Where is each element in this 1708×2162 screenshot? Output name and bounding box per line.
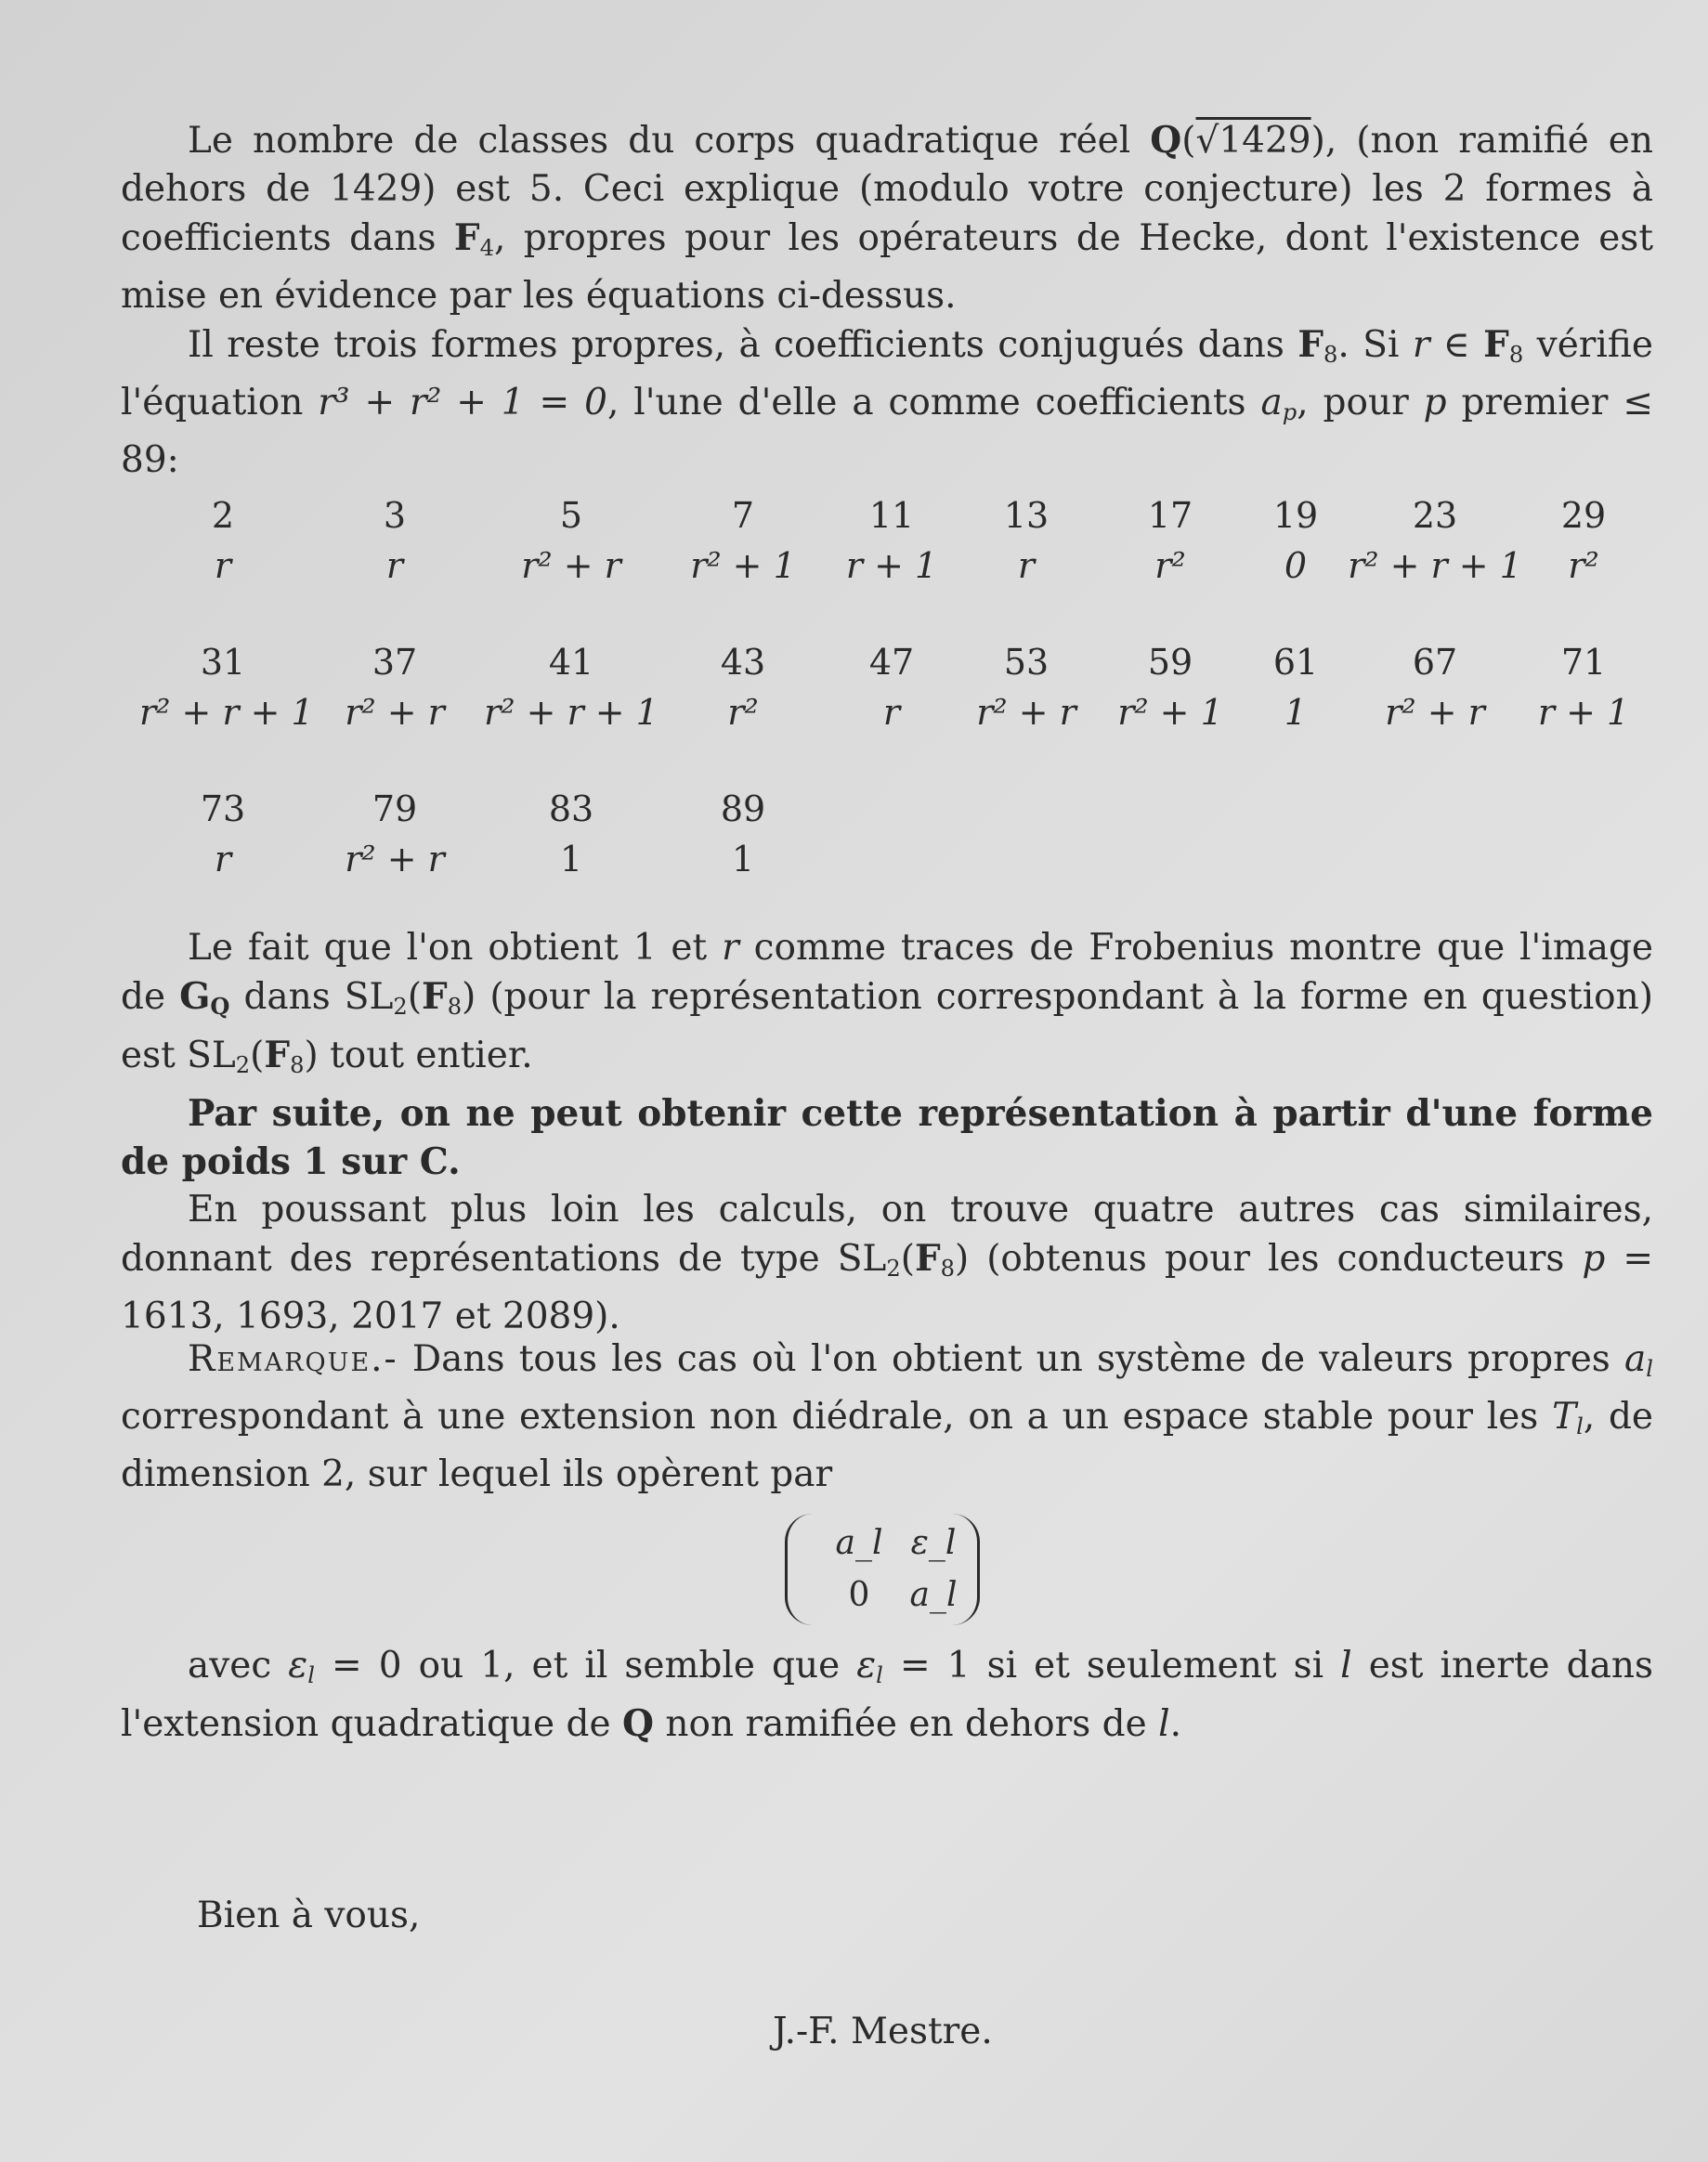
text: . — [1169, 1703, 1182, 1746]
math-G: G — [179, 975, 211, 1018]
subscript: 2 — [235, 1052, 251, 1079]
prime-row — [139, 490, 1644, 540]
prime-cell: 47 — [868, 642, 915, 683]
table-rowgroup-3 — [139, 784, 1644, 884]
paragraph-remarque — [121, 1335, 1653, 1499]
prime-cell: 59 — [1147, 642, 1193, 683]
coeff-cell: r — [214, 545, 232, 586]
coeff-cell: r² — [1568, 545, 1599, 586]
coeff-cell: r — [882, 692, 901, 733]
remark-label: Remarque.- — [188, 1338, 398, 1380]
prime-cell: 43 — [720, 642, 766, 683]
prime-cell: 29 — [1560, 495, 1607, 536]
coeff-row — [139, 834, 1644, 884]
signature: J.-F. Mestre. — [773, 2011, 993, 2052]
math-F: F — [422, 975, 448, 1018]
coeff-cell: r² + r + 1 — [139, 692, 314, 733]
subscript: 2 — [393, 994, 408, 1021]
prime-cell: 19 — [1272, 495, 1319, 536]
subscript: 4 — [479, 235, 494, 262]
prime-cell: 83 — [548, 788, 594, 829]
coeff-cell: r + 1 — [845, 545, 938, 586]
math-l: l — [1158, 1703, 1170, 1746]
math-sqrt: √1429 — [1195, 120, 1311, 162]
text: Il reste trois formes propres, à coefficients conjugués dans — [188, 324, 1298, 367]
prime-cell: 67 — [1412, 642, 1458, 683]
coeff-cell: r² + 1 — [1117, 692, 1223, 733]
prime-cell: 89 — [720, 788, 766, 829]
coeff-cell: r² + r — [345, 692, 445, 733]
subscript: 2 — [886, 1256, 901, 1283]
text: comme traces de Frobenius montre que l'image de — [121, 927, 1653, 1018]
text: correspondant à une extension non diédrale, on a un espace stable pour les — [121, 1396, 1553, 1439]
text: avec — [188, 1645, 289, 1687]
coeff-cell: r + 1 — [1537, 692, 1630, 733]
text: En poussant plus loin les calculs, on trouve quatre autres cas similaires, donnant des représentations de type SL — [121, 1189, 1653, 1281]
prime-cell: 73 — [200, 788, 246, 829]
coeff-cell: r — [385, 545, 404, 586]
paragraph-frobenius — [121, 924, 1653, 1341]
prime-row — [139, 637, 1644, 687]
math-r: r — [722, 927, 739, 969]
math-a: a — [1624, 1338, 1647, 1380]
subscript: 8 — [447, 994, 463, 1021]
subscript: Q — [210, 993, 230, 1021]
text: dans SL — [229, 976, 394, 1018]
prime-cell: 3 — [383, 495, 407, 536]
matrix-entry: 0 — [848, 1576, 870, 1614]
text: = 1 si et seulement si — [882, 1645, 1341, 1687]
text: , (non ramifié en dehors de 1429) est 5. Ceci explique (modulo votre conjecture) les 2 formes à coefficients dans — [121, 120, 1653, 259]
math-epsilon: ε — [288, 1645, 308, 1687]
text: = 1613, 1693, 2017 et 2089). — [121, 1238, 1654, 1338]
table-rowgroup-2 — [139, 637, 1644, 737]
text: ) (obtenus pour les conducteurs — [955, 1238, 1583, 1281]
text: vérifie l'équation — [121, 324, 1653, 424]
subscript: l — [1646, 1356, 1653, 1383]
subscript: l — [307, 1662, 315, 1689]
coeff-cell: r² + r — [976, 692, 1076, 733]
text: est inerte dans l'extension quadratique de — [121, 1645, 1653, 1746]
text: Le nombre de classes du corps quadratique réel — [188, 120, 1151, 162]
statement-bold: Par suite, on ne peut obtenir cette représentation à partir d'une forme de poids 1 sur C. — [121, 1092, 1653, 1184]
subscript: 8 — [1323, 342, 1338, 369]
coeff-cell: r² + r — [1385, 692, 1485, 733]
text: , de dimension 2, sur lequel ils opèrent par — [121, 1396, 1653, 1496]
math-a: a — [1260, 382, 1283, 424]
math-F: F — [1297, 323, 1324, 367]
subscript: 8 — [1508, 342, 1524, 369]
math-F: F — [1483, 323, 1509, 367]
matrix-entry: a_l — [909, 1576, 958, 1614]
coeff-row — [139, 540, 1644, 591]
coeff-cell: r — [1017, 545, 1036, 586]
text: non ramifiée en dehors de — [653, 1703, 1159, 1746]
matrix-entries — [822, 1517, 971, 1622]
math-Q: Q — [1150, 119, 1182, 162]
paragraph-epsilon — [121, 1642, 1653, 1749]
subscript: l — [1576, 1413, 1584, 1440]
text: . Si — [1337, 324, 1413, 367]
math-epsilon: ε — [856, 1645, 877, 1687]
math-equation: r³ + r² + 1 = 0 — [318, 382, 607, 424]
text: ) (pour la représentation correspondant à la forme en question) est SL — [121, 976, 1653, 1077]
math-p: p — [1423, 382, 1447, 424]
coeff-cell: r² + r + 1 — [1348, 545, 1522, 586]
text: premier ≤ 89: — [121, 382, 1654, 482]
coeff-cell: r² + r — [521, 545, 621, 586]
prime-cell: 79 — [372, 788, 418, 829]
prime-cell: 2 — [211, 495, 235, 536]
prime-cell: 71 — [1560, 642, 1607, 683]
prime-cell: 17 — [1147, 495, 1193, 536]
coeff-cell: r² + r + 1 — [484, 692, 658, 733]
subscript: 8 — [940, 1256, 956, 1283]
coefficient-table — [139, 490, 1644, 931]
subscript: 8 — [290, 1052, 305, 1079]
prime-cell: 5 — [559, 495, 583, 536]
paragraph-class-number: Le nombre de classes du corps quadratique réel Q(√1429), (non ramifié en dehors de 1429) est 5. Ceci explique (modulo votre conjecture) les 2 formes à coefficients dans $F_4$, propres pour les opérateurs de Hecke, dont l'existence est mise en évidence par les équations ci-dessus. Il reste trois formes propres, à coefficients conjugués dans $F_8$. Si r ∈ $F_8$ vérifie l'équation r³ + r² + 1 = 0, l'une d'elle a comme coefficients $a_p$, pour p premier ≤ 89: — [121, 119, 1654, 482]
text: ∈ — [1429, 324, 1484, 367]
table-rowgroup-1 — [139, 490, 1644, 591]
coeff-cell: 1 — [731, 839, 755, 879]
right-paren — [951, 1514, 980, 1625]
coeff-cell: r² — [727, 692, 759, 733]
coeff-cell: r — [214, 839, 232, 879]
operator-matrix — [785, 1514, 980, 1625]
text: , propres pour les opérateurs de Hecke, dont l'existence est mise en évidence par les équations ci-dessus. — [121, 217, 1653, 318]
coeff-cell: 1 — [559, 839, 583, 879]
math-T: T — [1552, 1396, 1577, 1439]
math-r: r — [1412, 324, 1430, 367]
math-Q: Q — [621, 1702, 654, 1746]
text: ) tout entier. — [304, 1035, 533, 1077]
prime-cell: 53 — [1003, 642, 1050, 683]
text: = 0 ou 1, et il semble que — [314, 1645, 857, 1687]
text: ( — [250, 1035, 265, 1077]
math-p: p — [1582, 1238, 1606, 1281]
closing-salutation: Bien à vous, — [197, 1895, 421, 1936]
left-paren — [785, 1514, 814, 1625]
math-F: F — [264, 1034, 291, 1077]
coeff-row — [139, 687, 1644, 737]
text: Le fait que l'on obtient 1 et — [188, 927, 723, 969]
coeff-cell: 0 — [1284, 545, 1308, 586]
matrix-entry: ε_l — [910, 1524, 957, 1562]
prime-cell: 11 — [868, 495, 915, 536]
text: , pour — [1297, 382, 1424, 424]
text: ( — [407, 976, 423, 1018]
prime-row — [139, 784, 1644, 834]
prime-cell: 31 — [200, 642, 246, 683]
math-F: F — [453, 216, 480, 259]
prime-cell: 41 — [548, 642, 594, 683]
text: ( — [900, 1238, 915, 1281]
coeff-cell: 1 — [1284, 692, 1308, 733]
math-F: F — [914, 1237, 941, 1281]
prime-cell: 7 — [731, 495, 755, 536]
subscript: l — [876, 1662, 883, 1689]
prime-cell: 23 — [1412, 495, 1458, 536]
prime-cell: 13 — [1003, 495, 1050, 536]
text: Dans tous les cas où l'on obtient un système de valeurs propres — [398, 1338, 1624, 1380]
prime-cell: 61 — [1272, 642, 1319, 683]
coeff-cell: r² + 1 — [690, 545, 796, 586]
math-l: l — [1340, 1645, 1352, 1687]
prime-cell: 37 — [372, 642, 418, 683]
coeff-cell: r² + r — [345, 839, 445, 879]
subscript: p — [1282, 399, 1297, 426]
coeff-cell: r² — [1154, 545, 1186, 586]
text: , l'une d'elle a comme coefficients — [606, 382, 1261, 424]
matrix-entry: a_l — [835, 1524, 883, 1562]
